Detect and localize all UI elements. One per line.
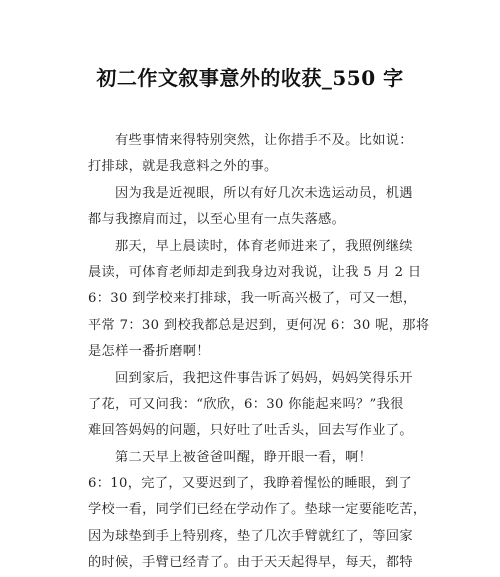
paragraph-line: 是怎样一番折磨啊！ (88, 344, 210, 360)
paragraph-line: 平常 7：30 到校我都总是迟到，更何况 6：30 呢，那将 (88, 317, 430, 333)
paragraph-line: 有些事情来得特别突然，让你措手不及。比如说： (115, 133, 413, 148)
paragraph-line: 第二天早上被爸爸叫醒，睁开眼一看，啊！ (115, 449, 373, 465)
paragraph-line: 回到家后，我把这件事告诉了妈妈，妈妈笑得乐开 (115, 370, 413, 386)
paragraph-line: 都与我擦肩而过，以至心里有一点失落感。 (88, 212, 346, 228)
paragraph-line: 难回答妈妈的问题，只好吐了吐舌头，回去写作业了。 (88, 423, 413, 439)
paragraph-line: 的时候，手臂已经青了。由于天天起得早，每天，都特 (88, 555, 413, 571)
paragraph-line: 那天，早上晨读时，体育老师进来了，我照例继续 (115, 238, 413, 254)
paragraph-line: 学校一看，同学们已经在学动作了。垫球一定要能吃苦， (88, 502, 427, 518)
paragraph-line: 打排球，就是我意料之外的事。 (88, 159, 278, 175)
document-body (88, 128, 430, 577)
document-title: 初二作文叙事意外的收获_550 字 (96, 66, 404, 90)
paragraph-line: 晨读，可体育老师却走到我身边对我说，让我 5 月 2 日 (88, 264, 422, 280)
paragraph-line: 因为球垫到手上特别疼，垫了几次手臂就红了，等回家 (88, 528, 413, 544)
paragraph-line: 6：10，完了，又要迟到了，我睁着惺忪的睡眼，到了 (88, 476, 413, 492)
paragraph-line: 了花，可又问我：“欣欣，6：30 你能起来吗？”我很 (88, 396, 404, 412)
paragraph-line: 因为我是近视眼，所以有好几次未选运动员，机遇 (115, 185, 413, 201)
paragraph-line: 6：30 到学校来打排球，我一听高兴极了，可又一想， (88, 291, 417, 307)
